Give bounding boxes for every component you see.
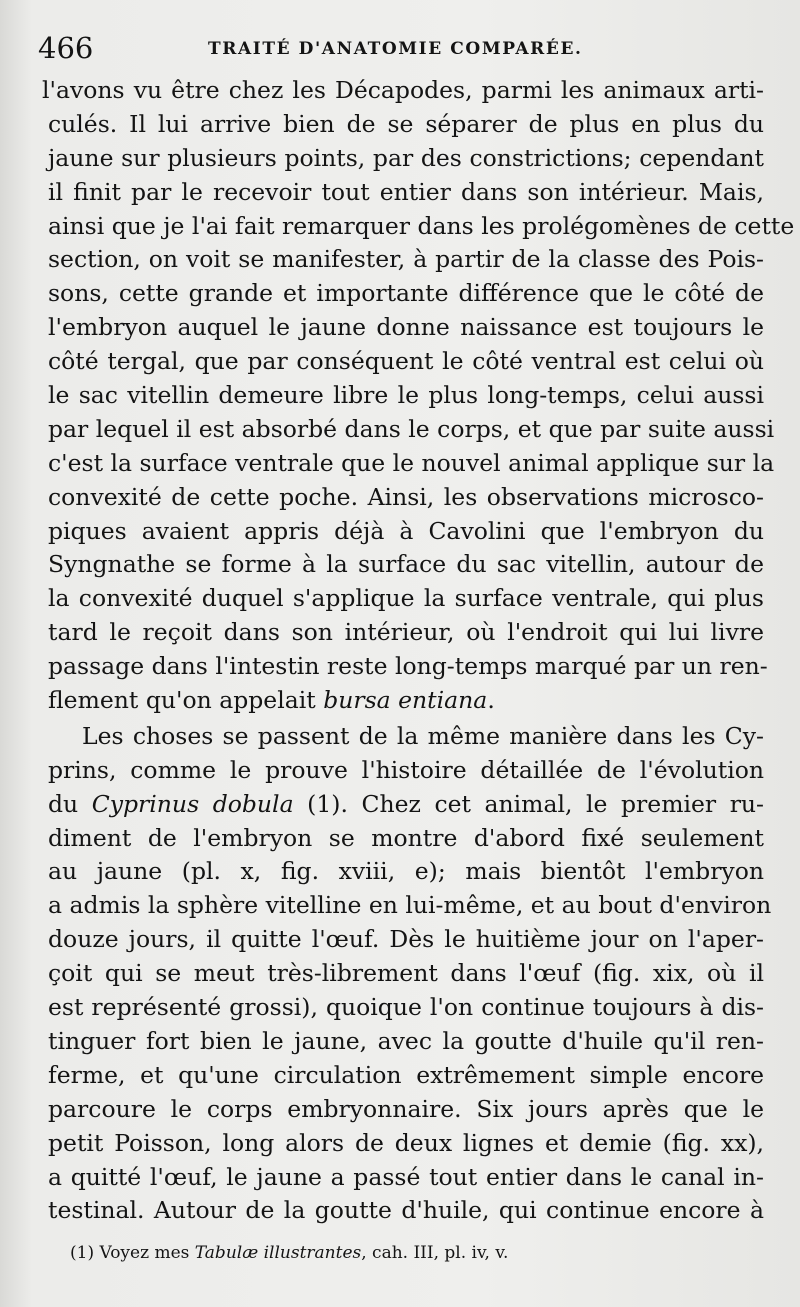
text-line: côté tergal, que par conséquent le côté ventral est celui où: [48, 347, 764, 376]
text-line: tard le reçoit dans son intérieur, où l'endroit qui lui livre: [48, 618, 764, 647]
text-line: [48, 788, 764, 822]
footnote-text: , cah. III, pl. iv, v.: [361, 1243, 509, 1263]
text-line: l'embryon auquel le jaune donne naissance est toujours le: [48, 313, 764, 342]
text-line: ferme, et qu'une circulation extrêmement simple encore: [48, 1060, 764, 1089]
footnote-italic: Tabulæ illustrantes: [194, 1243, 362, 1263]
text-line: la convexité duquel s'applique la surface ventrale, qui plus: [48, 584, 764, 613]
text-line: Syngnathe se forme à la surface du sac vitellin, autour de: [48, 550, 764, 579]
text-run: .: [487, 686, 495, 715]
text-line: piques avaient appris déjà à Cavolini que l'embryon du: [48, 516, 764, 545]
text-line: au jaune (pl. x, fig. xviii, e); mais bientôt l'embryon: [48, 857, 764, 886]
text-line: par lequel il est absorbé dans le corps, et que par suite aussi: [48, 414, 775, 443]
text-line: il finit par le recevoir tout entier dans son intérieur. Mais,: [48, 177, 764, 206]
text-line: [48, 684, 764, 718]
text-line: le sac vitellin demeure libre le plus long-temps, celui aussi: [48, 381, 764, 410]
text-line: diment de l'embryon se montre d'abord fixé seulement: [48, 823, 764, 852]
italic-term: bursa entiana: [323, 686, 488, 715]
text-line: a admis la sphère vitelline en lui-même, et au bout d'environ: [48, 891, 772, 920]
text-line: prins, comme le prouve l'histoire détaillée de l'évolution: [48, 755, 764, 784]
text-line: jaune sur plusieurs points, par des constrictions; cependant: [48, 143, 764, 172]
text-line: est représenté grossi), quoique l'on continue toujours à dis-: [48, 993, 764, 1022]
text-line: a quitté l'œuf, le jaune a passé tout entier dans le canal in-: [48, 1162, 764, 1191]
text-line: çoit qui se meut très-librement dans l'œuf (fig. xix, où il: [48, 959, 764, 988]
text-line: douze jours, il quitte l'œuf. Dès le huitième jour on l'aper-: [48, 925, 764, 954]
text-run: flement qu'on appelait: [48, 686, 324, 715]
text-line: section, on voit se manifester, à partir de la classe des Pois-: [48, 245, 764, 274]
footnote-text: (1) Voyez mes: [70, 1243, 195, 1263]
text-line: sons, cette grande et importante différence que le côté de: [48, 279, 764, 308]
page-number: 466: [38, 31, 94, 65]
text-line: parcoure le corps embryonnaire. Six jours après que le: [48, 1094, 764, 1123]
text-line: ainsi que je l'ai fait remarquer dans les prolégomènes de cette: [48, 211, 795, 240]
text-run: (1). Chez cet animal, le premier ru-: [293, 789, 764, 818]
text-line: l'avons vu être chez les Décapodes, parmi les animaux arti-: [42, 76, 764, 104]
text-run: du: [48, 789, 92, 818]
body-text: [42, 74, 795, 1228]
text-line: culés. Il lui arrive bien de se séparer de plus en plus du: [48, 109, 764, 138]
footnote: [70, 1238, 760, 1268]
text-line: petit Poisson, long alors de deux lignes et demie (fig. xx),: [48, 1128, 764, 1157]
running-title: TRAITÉ D'ANATOMIE COMPARÉE.: [208, 39, 583, 59]
italic-term: Cyprinus dobula: [91, 789, 294, 818]
text-line: passage dans l'intestin reste long-temps marqué par un ren-: [48, 652, 768, 681]
text-line: testinal. Autour de la goutte d'huile, qui continue encore à: [48, 1196, 764, 1225]
text-line: Les choses se passent de la même manière dans les Cy-: [82, 721, 764, 750]
text-line: convexité de cette poche. Ainsi, les observations microsco-: [48, 482, 764, 511]
text-line: tinguer fort bien le jaune, avec la goutte d'huile qu'il ren-: [48, 1026, 764, 1055]
page-header: [38, 28, 758, 68]
text-line: c'est la surface ventrale que le nouvel animal applique sur la: [48, 448, 775, 477]
